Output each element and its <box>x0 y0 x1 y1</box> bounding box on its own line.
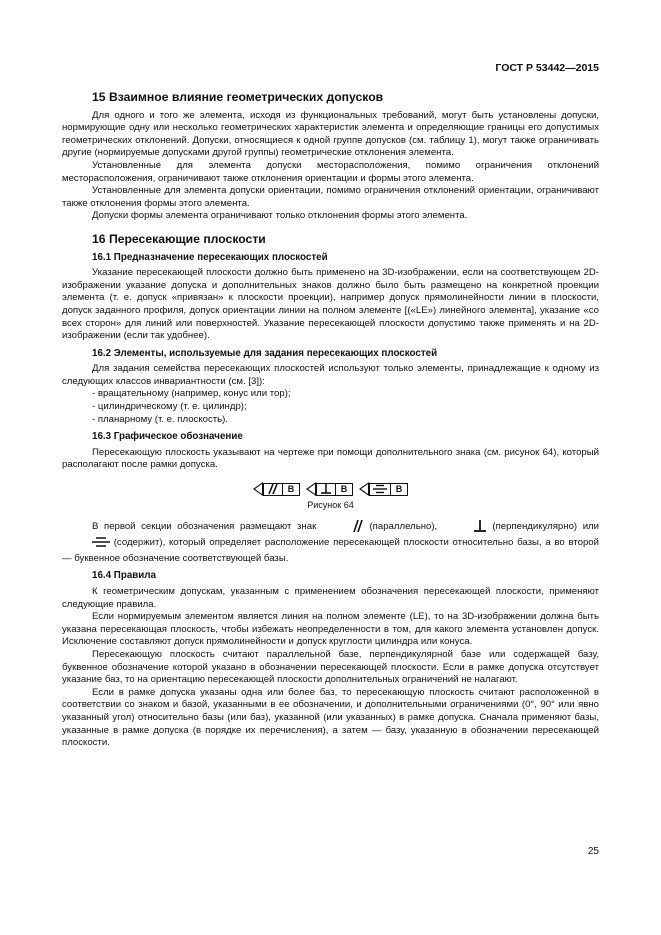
parallel-icon <box>263 483 283 496</box>
paragraph: Установленные для элемента допуски ориентации, помимо ограничения отклонений ориентации, ограничивают также отклонения формы этого элемента. <box>62 185 599 209</box>
arrow-left-icon <box>359 482 369 496</box>
datum-letter: B <box>283 483 300 496</box>
intersection-plane-indicator <box>359 482 408 496</box>
subsection-16-3-title: 16.3 Графическое обозначение <box>92 431 243 443</box>
list-item: - цилиндрическому (т. е. цилиндр); <box>92 401 599 414</box>
list-item: - планарному (т. е. плоскость). <box>92 414 599 427</box>
paragraph: Если в рамке допуска указаны одна или более баз, то пересекающую плоскость считают расположенной в соответствии со знаком и базой, указанными в ее обозначении, и дополнительными ограничениями (0°, 90° или явно указанный угол) относительно базы (или баз), указанной (или указанных) в рамке допуска. Сначала применяют базы, указанные в рамке допуска (в порядке их перечисления), а затем — базу, указанную в обозначении пересекающей плоскости. <box>62 686 599 749</box>
paragraph: Пересекающую плоскость считают параллельной базе, перпендикулярной базе или содержащей базу, буквенное обозначение которой указано в обозначении пересекающей плоскости. Если в рамке допуска отсутствует указание баз, то на ориентацию пересекающей плоскости дополнительных ограничений не налагают. <box>62 648 599 686</box>
figure-64 <box>62 482 599 496</box>
subsection-16-1-title: 16.1 Предназначение пересекающих плоскостей <box>92 251 328 263</box>
arrow-left-icon <box>306 482 316 496</box>
paragraph: Допуски формы элемента ограничивают только отклонения формы этого элемента. <box>92 210 468 222</box>
paragraph: Пересекающую плоскость указывают на чертеже при помощи дополнительного знака (см. рисунок 64), который располагают после рамки допуска. <box>62 446 599 471</box>
paragraph: Если нормируемым элементом является линия на полном элементе (LE), то на 3D-изображении должна быть указана пересекающая плоскость, чтобы избежать неопределенности в том, для какого элемента установлен допуск. Исключение составляют допуск прямолинейности и допуск круглости цилиндра или конуса. <box>62 611 599 648</box>
text-span: (содержит), который определяет расположение пересекающей плоскости относительно базы, а во второй — буквенное обозначение соответствующей базы. <box>62 537 599 564</box>
contains-icon <box>369 483 391 496</box>
paragraph: Для одного и того же элемента, исходя из функциональных требований, могут быть установлены допуски, нормирующие одну или несколько геометрических характеристик элемента и определяющие границы его допустимых геометрических отклонений. Допуски, относящиеся к одной группе допусков (см. таблицу 1), могут также ограничивать другие (нормируемые допусками другой группы) геометрические отклонения элемента. <box>62 109 599 159</box>
perpendicular-icon <box>443 520 487 537</box>
invariance-class-list <box>62 388 599 426</box>
text-span: В первой секции обозначения размещают знак <box>92 520 317 532</box>
paragraph: Указание пересекающей плоскости должно быть применено на 3D-изображении, если на соответствующем 2D-изображении указание допуска и дополнительных знаков должно было быть размещено на конкретной проекции элемента (т. е. допуск «привязан» к плоскости проекции), например допуск прямолинейности линии в плоскости, допуск заданного профиля, допуск ориентации линии на полном элементе [(«LE») линейного элемента], указание «со всех сторон» для линий или поверхностей. Указание пересекающей плоскости допустимо также применять и на 2D-изображении (если так удобнее). <box>62 267 599 342</box>
page-number: 25 <box>587 846 599 857</box>
intersection-plane-indicator <box>253 482 300 496</box>
paragraph: Установленные для элемента допуски месторасположения, помимо ограничения отклонений месторасположения, ограничивают также отклонения ориентации и формы этого элемента. <box>62 159 599 184</box>
page-content <box>62 86 599 750</box>
section-15-title: 15 Взаимное влияние геометрических допусков <box>92 90 384 104</box>
paragraph-with-symbols <box>62 520 599 566</box>
document-code: ГОСТ Р 53442—2015 <box>495 62 599 74</box>
section-16-title: 16 Пересекающие плоскости <box>92 231 266 246</box>
arrow-left-icon <box>253 482 263 496</box>
parallel-icon <box>322 520 364 537</box>
datum-letter: B <box>391 483 408 496</box>
paragraph: Для задания семейства пересекающих плоскостей используют только элементы, принадлежащие к одному из следующих классов инвариантности (см. [3]): <box>62 363 599 387</box>
text-span: (параллельно), <box>369 520 438 532</box>
text-span: (перпендикулярно) или <box>492 520 600 532</box>
list-item: - вращательному (например, конус или тор); <box>92 388 599 401</box>
datum-letter: B <box>336 483 353 496</box>
figure-caption: Рисунок 64 <box>307 500 354 511</box>
intersection-plane-indicator <box>306 482 353 496</box>
paragraph: К геометрическим допускам, указанным с применением обозначения пересекающей плоскости, применяют следующие правила. <box>62 586 599 610</box>
subsection-16-2-title: 16.2 Элементы, используемые для задания пересекающих плоскостей <box>92 347 438 359</box>
perpendicular-icon <box>316 483 336 496</box>
subsection-16-4-title: 16.4 Правила <box>92 570 156 582</box>
contains-icon <box>62 536 110 553</box>
